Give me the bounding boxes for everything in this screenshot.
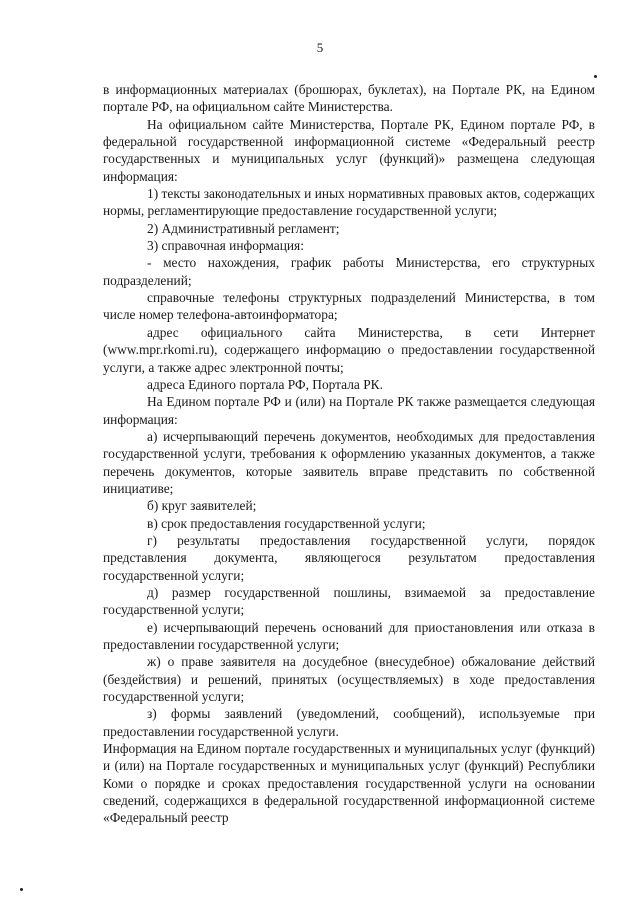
paragraph: а) исчерпывающий перечень документов, необходимых для предоставления государственной услуги, требования к оформлению указанных документов, а также перечень документов, которые заявитель вправе представить по собственной инициативе; (103, 428, 595, 496)
paragraph: 1) тексты законодательных и иных нормативных правовых актов, содержащих нормы, регламентирующие предоставление государственной услуги; (103, 186, 595, 219)
paragraph: в) срок предоставления государственной услуги; (147, 515, 426, 531)
paragraph: ж) о праве заявителя на досудебное (внесудебное) обжалование действий (бездействия) и решений, принятых (осуществляемых) в ходе предоставления государственной услуги; (103, 654, 595, 705)
page-number: 5 (316, 40, 324, 55)
paragraph: е) исчерпывающий перечень оснований для приостановления или отказа в предоставлении государственной услуги; (103, 619, 595, 652)
paragraph: справочные телефоны структурных подразделений Министерства, в том числе номер телефона-автоинформатора; (103, 290, 595, 323)
body-text (103, 81, 595, 827)
scan-speck (20, 888, 23, 891)
paragraph: в информационных материалах (брошюрах, буклетах), на Портале РК, на Едином портале РФ, на официальном сайте Министерства. (103, 82, 595, 115)
paragraph: Информация на Едином портале государственных и муниципальных услуг (функций) и (или) на Портале государственных и муниципальных услуг (функций) Республики Коми о порядке и сроках предоставления государственной услуги на основании сведений, содержащихся в федеральной государственной информационной системе «Федеральный реестр (103, 741, 595, 826)
scan-speck (594, 75, 597, 78)
paragraph: г) результаты предоставления государственной услуги, порядок представления документа, являющегося результатом предоставления государственной услуги; (103, 532, 595, 583)
paragraph: адрес официального сайта Министерства, в сети Интернет (www.mpr.rkomi.ru), содержащего информацию о предоставлении государственной услуги, а также адрес электронной почты; (103, 324, 595, 375)
paragraph: б) круг заявителей; (147, 498, 257, 514)
paragraph: з) формы заявлений (уведомлений, сообщений), используемые при предоставлении государственной услуги. (103, 706, 595, 739)
paragraph: 3) справочная информация: (147, 238, 304, 254)
paragraph: На официальном сайте Министерства, Портале РК, Едином портале РФ, в федеральной государственной информационной системе «Федеральный реестр государственных и муниципальных услуг (функций)» размещена следующая информация: (103, 116, 595, 184)
paragraph: 2) Административный регламент; (147, 220, 340, 236)
paragraph: д) размер государственной пошлины, взимаемой за предоставление государственной услуги; (103, 584, 595, 618)
paragraph: адреса Единого портала РФ, Портала РК. (147, 376, 383, 392)
paragraph: На Едином портале РФ и (или) на Портале РК также размещается следующая информация: (103, 394, 595, 427)
paragraph: - место нахождения, график работы Министерства, его структурных подразделений; (103, 255, 595, 288)
